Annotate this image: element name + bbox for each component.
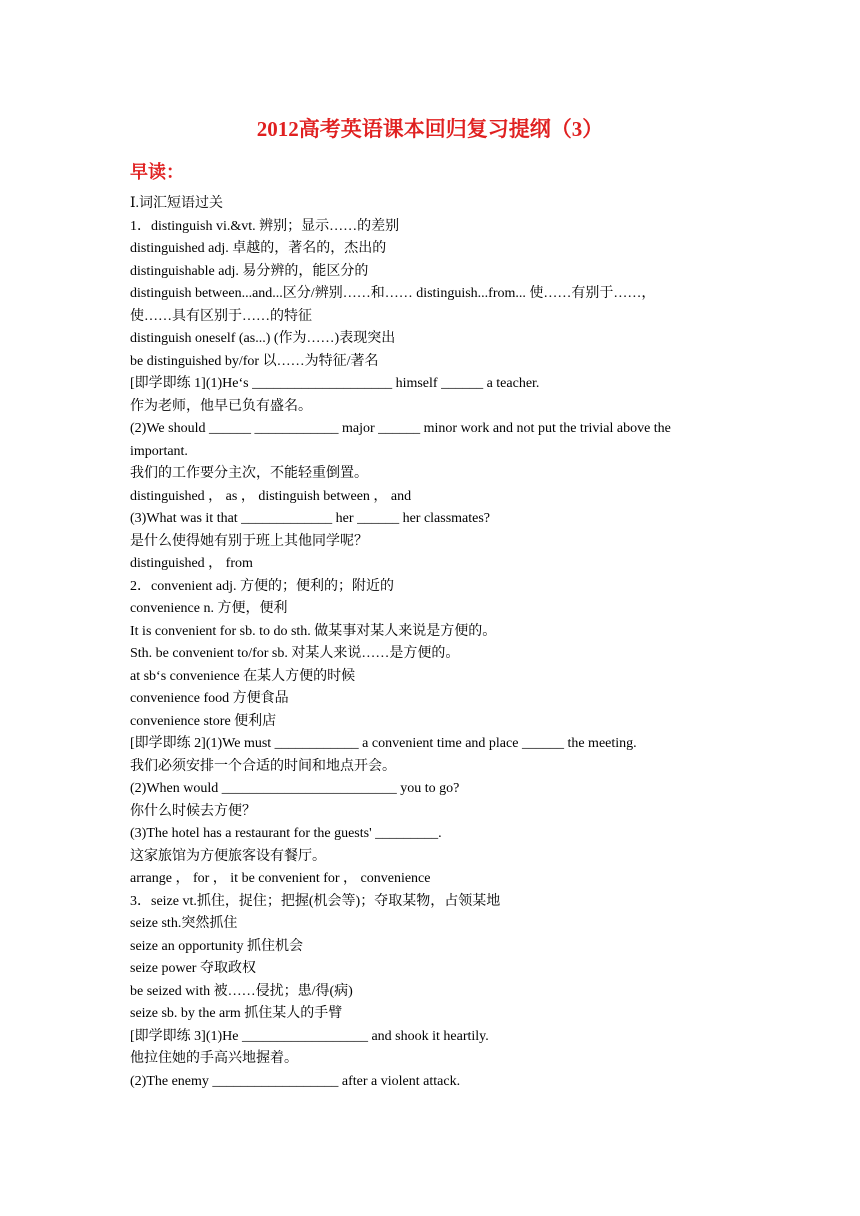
text-line: Ⅰ.词汇短语过关 [130,196,224,211]
text-line: distinguish oneself (as...) (作为……)表现突出 [130,331,396,346]
text-line: seize power 夺取政权 [130,961,256,976]
text-line: distinguished ， as ， distinguish between ， and [130,488,412,504]
text-line: seize sth.突然抓住 [130,916,238,931]
text-line: be distinguished by/for 以……为特征/著名 [130,353,379,369]
section-heading: 早读： [130,162,184,182]
text-line: distinguish between...and...区分/辨别……和…… distinguish...from... 使……有别于……， [130,286,656,301]
text-line: [即学即练 2](1)We must ____________ a convenient time and place ______ the meeting. [130,736,637,751]
text-line: 他拉住她的手高兴地握着。 [130,1051,298,1066]
text-line: distinguished ， from [130,556,253,571]
text-line: distinguished adj. 卓越的，著名的，杰出的 [130,241,387,256]
text-line: 使……具有区别于……的特征 [130,308,312,324]
text-line: 作为老师，他早已负有盛名。 [130,398,312,414]
text-line: (3)The hotel has a restaurant for the guests' _________. [130,826,442,841]
document-body [130,193,730,1093]
document-title: 2012高考英语课本回归复习提纲（3） [256,117,604,141]
text-line: 是什么使得她有别于班上其他同学呢？ [130,533,368,549]
text-line: convenience food 方便食品 [130,691,289,706]
text-line: convenience store 便利店 [130,713,277,729]
text-line: 我们的工作要分主次，不能轻重倒置。 [130,466,368,481]
text-line: (2)The enemy __________________ after a violent attack. [130,1073,461,1089]
text-line: [即学即练 1](1)He‘s ____________________ himself ______ a teacher. [130,376,540,391]
text-line: Sth. be convenient to/for sb. 对某人来说……是方便的。 [130,646,460,661]
text-line: be seized with 被……侵扰；患/得(病) [130,983,353,999]
text-line: distinguishable adj. 易分辨的，能区分的 [130,263,369,279]
text-line: seize sb. by the arm 抓住某人的手臂 [130,1006,343,1021]
text-line: (2)When would _________________________ you to go? [130,781,460,796]
text-line: 我们必须安排一个合适的时间和地点开会。 [130,758,396,774]
text-line: 2．convenient adj. 方便的；便利的；附近的 [130,578,395,594]
text-line: seize an opportunity 抓住机会 [130,938,304,954]
text-line: 1．distinguish vi.&vt. 辨别；显示……的差别 [130,218,400,234]
text-line: 这家旅馆为方便旅客设有餐厅。 [130,848,326,864]
text-line: convenience n. 方便，便利 [130,601,288,616]
text-line: It is convenient for sb. to do sth. 做某事对某人来说是方便的。 [130,623,497,639]
text-line: (3)What was it that _____________ her ______ her classmates? [130,511,491,526]
text-line: 3．seize vt.抓住，捉住；把握(机会等)；夺取某物，占领某地 [130,893,501,909]
text-line: arrange ， for ， it be convenient for ， convenience [130,871,431,886]
text-line: important. [130,443,188,459]
text-line: [即学即练 3](1)He __________________ and shook it heartily. [130,1028,489,1044]
text-line: at sb‘s convenience 在某人方便的时候 [130,668,356,684]
text-line: 你什么时候去方便？ [130,803,256,819]
text-line: (2)We should ______ ____________ major ______ minor work and not put the trivial above the [130,421,671,436]
